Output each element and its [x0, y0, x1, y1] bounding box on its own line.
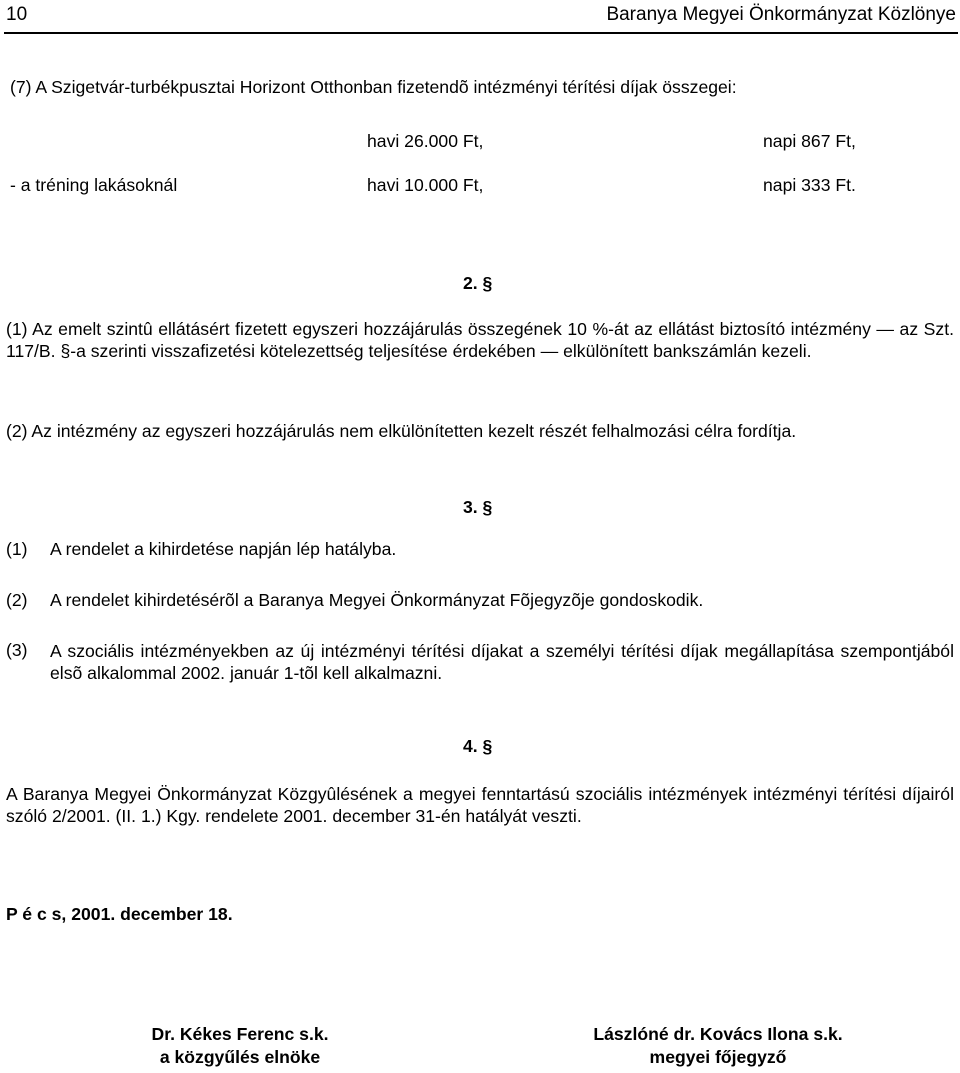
section-3-item-3-text: A szociális intézményekben az új intézményi térítési díjakat a személyi térítési díjak megállapítása szempontjából elsõ alkalommal 2002. január 1-tõl kell alkalmazni.: [50, 641, 954, 683]
fee-row-1-monthly: havi 26.000 Ft,: [367, 131, 484, 151]
signature-1-title: a közgyűlés elnöke: [159, 1047, 321, 1067]
signature-2-name: Lászlóné dr. Kovács Ilona s.k.: [593, 1024, 843, 1044]
section-4-paragraph: A Baranya Megyei Önkormányzat Közgyûlésének a megyei fenntartású szociális intézmények intézményi térítési díjairól szóló 2/2001. (II. 1.) Kgy. rendelete 2001. december 31-én hatályát veszti.: [6, 784, 954, 826]
section-2-paragraph-1: (1) Az emelt szintû ellátásért fizetett egyszeri hozzájárulás összegének 10 %-át az ellátást biztosító intézmény — az Szt. 117/B. §-a szerinti visszafizetési kötelezettség teljesítése érdekében — elkülönített bankszámlán kezeli.: [6, 319, 954, 361]
section-2-paragraph-2: (2) Az intézmény az egyszeri hozzájárulás nem elkülönítetten kezelt részét felhalmozási célra fordítja.: [6, 421, 797, 441]
section-4-title: 4. §: [463, 736, 493, 756]
fee-row-2-label: - a tréning lakásoknál: [10, 175, 178, 195]
section-3-item-2-number: (2): [6, 590, 28, 610]
fee-row-2-daily: napi 333 Ft.: [763, 175, 856, 195]
fee-row-2-monthly: havi 10.000 Ft,: [367, 175, 484, 195]
section-3-item-1-number: (1): [6, 539, 28, 559]
fee-row-1-daily: napi 867 Ft,: [763, 131, 856, 151]
header-divider: [4, 32, 958, 34]
signature-2-title: megyei főjegyző: [649, 1047, 787, 1067]
fee-heading: (7) A Szigetvár-turbékpusztai Horizont Otthonban fizetendõ intézményi térítési díjak összegei:: [10, 77, 737, 97]
section-2-title: 2. §: [463, 273, 493, 293]
signature-1-name: Dr. Kékes Ferenc s.k.: [151, 1024, 329, 1044]
section-3-item-1-text: A rendelet a kihirdetése napján lép hatályba.: [50, 539, 397, 559]
section-3-title: 3. §: [463, 497, 493, 517]
publication-title: Baranya Megyei Önkormányzat Közlönye: [606, 4, 956, 25]
page-number: 10: [6, 4, 28, 25]
section-3-item-2-text: A rendelet kihirdetésérõl a Baranya Megyei Önkormányzat Fõjegyzõje gondoskodik.: [50, 590, 704, 610]
section-3-item-3-number: (3): [6, 640, 28, 660]
place-and-date: P é c s, 2001. december 18.: [6, 904, 233, 924]
